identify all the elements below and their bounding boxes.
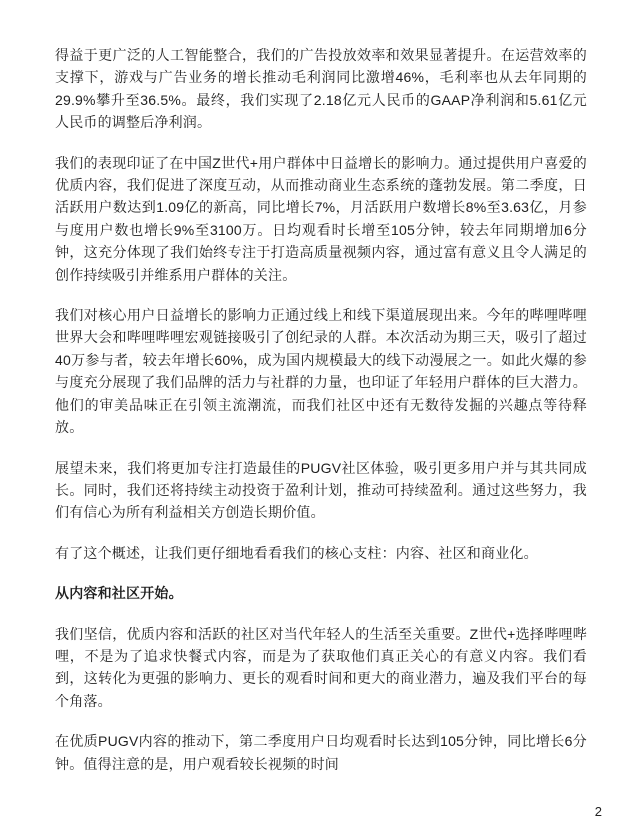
section-heading: 从内容和社区开始。 bbox=[55, 585, 183, 602]
paragraph: 我们坚信，优质内容和活跃的社区对当代年轻人的生活至关重要。Z世代+选择哔哩哔哩，不是为了追求快餐式内容，而是为了获取他们真正关心的有意义内容。我们看到，这转化为更强的影响力、更长的观看时间和更大的商业潜力，遍及我们平台的每个角落。 bbox=[55, 625, 587, 709]
paragraph: 得益于更广泛的人工智能整合，我们的广告投放效率和效果显著提升。在运营效率的支撑下，游戏与广告业务的增长推动毛利润同比激增46%，毛利率也从去年同期的29.9%攀升至36.5%。最终，我们实现了2.18亿元人民币的GAAP净利润和5.61亿元人民币的调整后净利润。 bbox=[55, 47, 587, 131]
paragraph: 我们对核心用户日益增长的影响力正通过线上和线下渠道展现出来。今年的哔哩哔哩世界大会和哔哩哔哩宏观链接吸引了创纪录的人群。本次活动为期三天，吸引了超过40万参与者，较去年增长60%，成为国内规模最大的线下动漫展之一。如此火爆的参与度充分展现了我们品牌的活力与社群的力量，也印证了年轻用户群体的巨大潜力。他们的审美品味正在引领主流潮流，而我们社区中还有无数待发掘的兴趣点等待释放。 bbox=[55, 307, 587, 436]
page-number: 2 bbox=[594, 804, 602, 819]
paragraph: 有了这个概述，让我们更仔细地看看我们的核心支柱：内容、社区和商业化。 bbox=[55, 544, 538, 561]
paragraph: 在优质PUGV内容的推动下，第二季度用户日均观看时长达到105分钟，同比增长6分钟。值得注意的是，用户观看较长视频的时间 bbox=[55, 733, 587, 772]
paragraph: 展望未来，我们将更加专注打造最佳的PUGV社区体验，吸引更多用户并与其共同成长。同时，我们还将持续主动投资于盈利计划，推动可持续盈利。通过这些努力，我们有信心为所有利益相关方创造长期价值。 bbox=[55, 459, 587, 521]
paragraph: 我们的表现印证了在中国Z世代+用户群体中日益增长的影响力。通过提供用户喜爱的优质内容，我们促进了深度互动，从而推动商业生态系统的蓬勃发展。第二季度，日活跃用户数达到1.09亿的新高，同比增长7%，月活跃用户数增长8%至3.63亿，月参与度用户数也增长9%至3100万。日均观看时长增至105分钟，较去年同期增加6分钟，这充分体现了我们始终专注于打造高质量视频内容，通过富有意义且令人满足的创作持续吸引并维系用户群体的关注。 bbox=[55, 154, 587, 283]
